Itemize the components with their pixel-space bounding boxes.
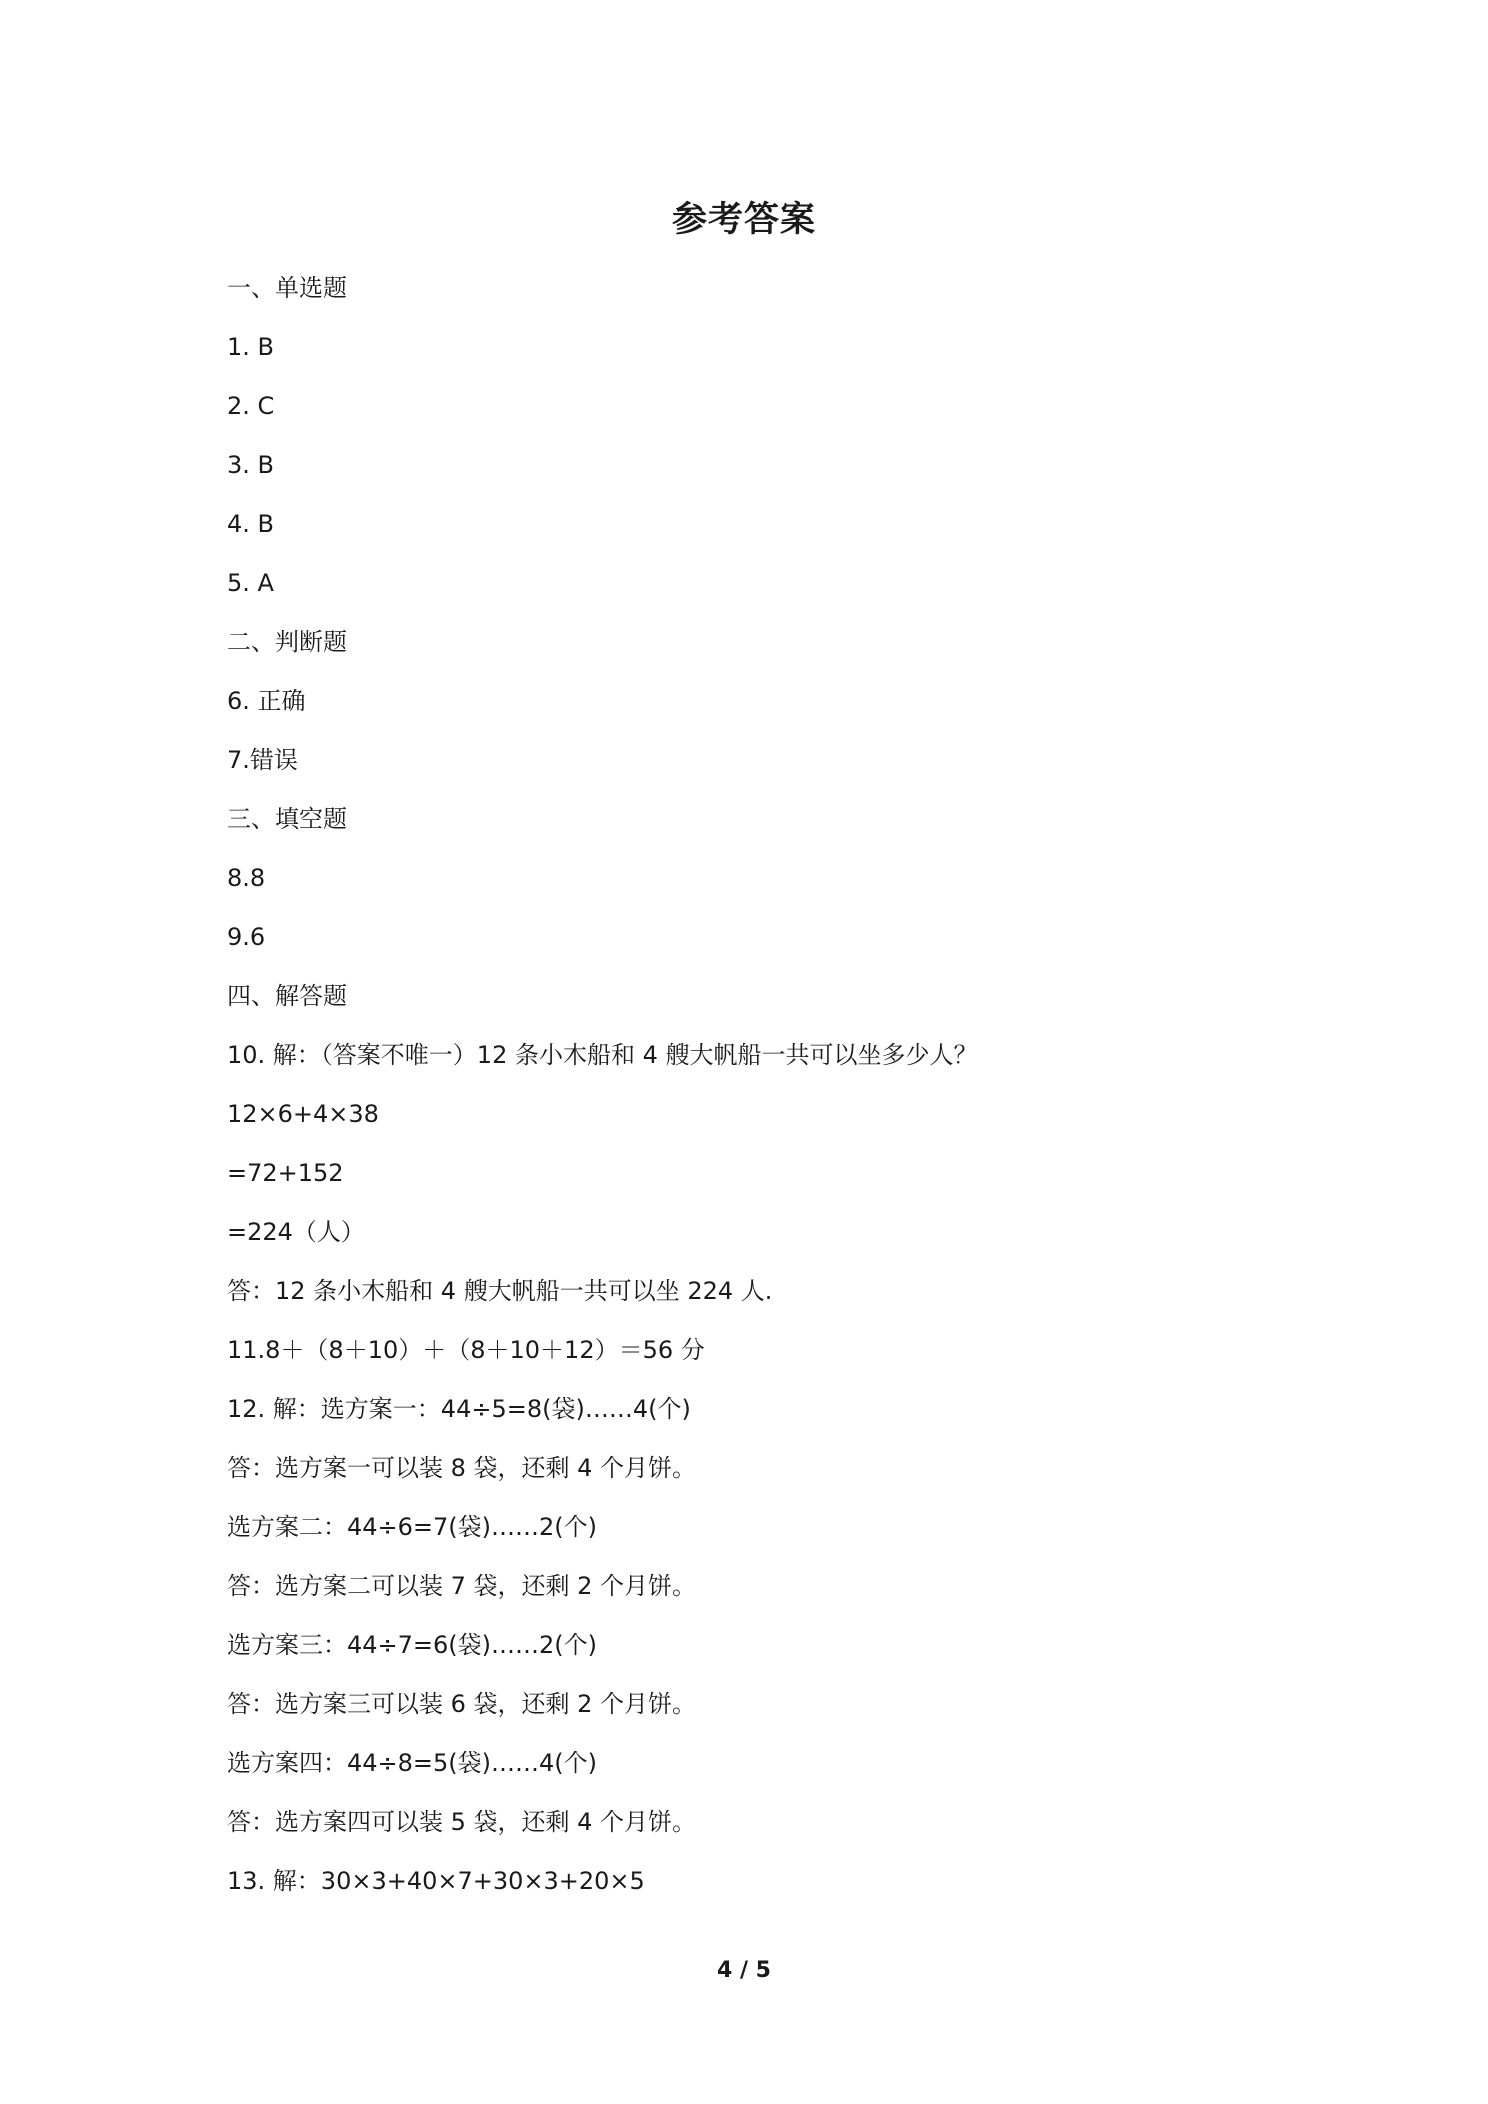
answer-line: 5. A <box>227 569 274 597</box>
answer-line: 2. C <box>227 392 275 420</box>
answer-line: 12. 解：选方案一：44÷5=8(袋)……4(个) <box>227 1395 691 1423</box>
section-heading-problem-solving: 四、解答题 <box>227 982 347 1010</box>
answer-line: 答：12 条小木船和 4 艘大帆船一共可以坐 224 人. <box>227 1277 773 1305</box>
section-heading-true-false: 二、判断题 <box>227 628 347 656</box>
answer-line: 8.8 <box>227 864 266 892</box>
answer-lines <box>227 268 1307 1920</box>
answer-line: 3. B <box>227 451 274 479</box>
answer-line: 13. 解：30×3+40×7+30×3+20×5 <box>227 1867 645 1895</box>
answer-line: 9.6 <box>227 923 266 951</box>
section-heading-single-choice: 一、单选题 <box>227 274 347 302</box>
answer-line: 答：选方案二可以装 7 袋，还剩 2 个月饼。 <box>227 1572 697 1600</box>
answer-line: 12×6+4×38 <box>227 1100 379 1128</box>
answer-line: 选方案二：44÷6=7(袋)……2(个) <box>227 1513 598 1541</box>
answer-line: 10. 解：（答案不唯一）12 条小木船和 4 艘大帆船一共可以坐多少人？ <box>227 1041 978 1069</box>
answer-line: 4. B <box>227 510 274 538</box>
answer-line: =72+152 <box>227 1159 344 1187</box>
answer-line: 11.8＋（8＋10）＋（8＋10＋12）＝56 分 <box>227 1336 705 1364</box>
answer-line: 答：选方案三可以装 6 袋，还剩 2 个月饼。 <box>227 1690 697 1718</box>
answer-line: 答：选方案一可以装 8 袋，还剩 4 个月饼。 <box>227 1454 697 1482</box>
answer-line: 答：选方案四可以装 5 袋，还剩 4 个月饼。 <box>227 1808 697 1836</box>
answer-line: 7.错误 <box>227 746 298 774</box>
answer-line: 选方案四：44÷8=5(袋)……4(个) <box>227 1749 598 1777</box>
section-heading-fill-blank: 三、填空题 <box>227 805 347 833</box>
page-title: 参考答案 <box>671 200 816 240</box>
answer-line: 选方案三：44÷7=6(袋)……2(个) <box>227 1631 598 1659</box>
answer-line: 1. B <box>227 333 274 361</box>
answer-line: =224（人） <box>227 1218 365 1246</box>
page-number: 4 / 5 <box>717 1958 771 1983</box>
answer-line: 6. 正确 <box>227 687 306 715</box>
